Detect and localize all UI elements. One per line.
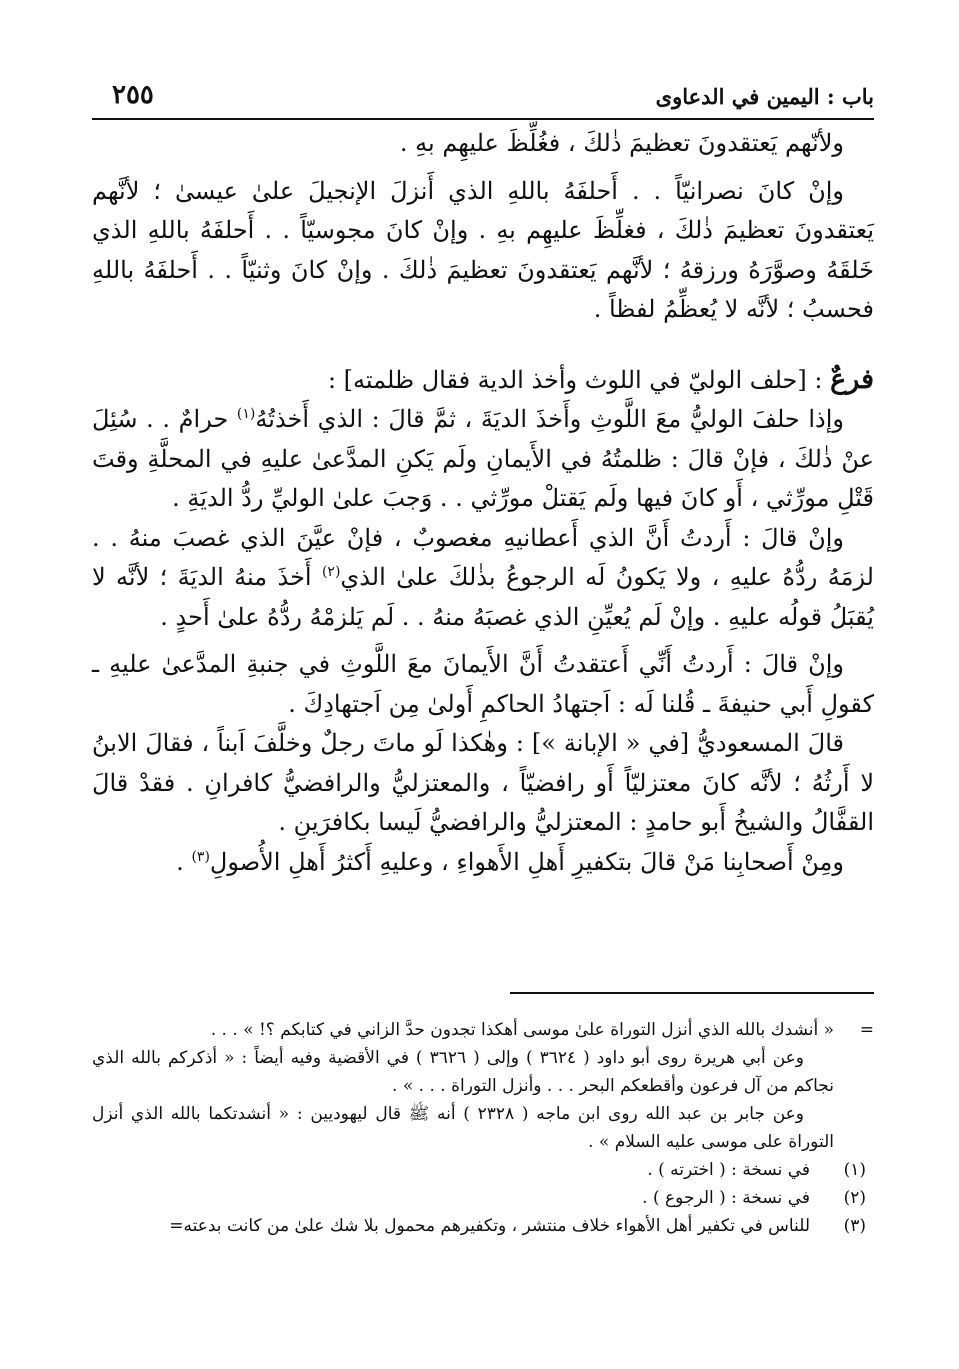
paragraph [92, 172, 874, 330]
footnote-text: للناس في تكفير أهل الأهواء خلاف منتشر ، وتكفيرهم محمول بلا شك علىٰ من كانت بدعته= [169, 1216, 810, 1236]
footnote-item [92, 1212, 874, 1240]
footnote-ref[interactable]: (٢) [321, 564, 341, 580]
paragraph-text: وإذا حلفَ الوليُّ معَ اللَّوثِ وأَخذَ الديَةَ ، ثمَّ قالَ : الذي أَخذتُهُ [255, 405, 844, 433]
footnote-text: وعن جابر بن عبد الله روى ابن ماجه ( ٢٣٢٨ ) أنه ﷺ قال ليهوديين : « أنشدتكما بالله الذي أنزل التوراة على موسى عليه السلام » . [92, 1104, 834, 1152]
page-number: ٢٥٥ [112, 80, 154, 110]
footnote-item [92, 1184, 874, 1212]
paragraph [92, 843, 874, 883]
paragraph-text: وإنْ كانَ نصرانيّاً . . أَحلفَهُ باللهِ الذي أَنزلَ الإنجيلَ علىٰ عيسىٰ ؛ لأنَّهم يَعتقدونَ تعظيمَ ذٰلكَ ، فغلِّظَ عليهِم بهِ . وإنْ كانَ مجوسيّاً . . أَحلفَهُ باللهِ الذي خَلقَهُ وصوَّرَهُ ورزقهُ ؛ لأنَّهم يَعتقدونَ تعظيمَ ذٰلكَ . وإنْ كانَ وثنيّاً . . أَحلفَهُ باللهِ فحسبُ ؛ لأنَّه لا يُعظِّمُ لفظاً . [92, 176, 874, 323]
footnote-paragraph [92, 1100, 874, 1156]
footnotes [92, 1016, 874, 1240]
footnote-ref[interactable]: (٣) [191, 848, 210, 865]
header-divider [92, 118, 874, 120]
paragraph-text: . [176, 847, 192, 876]
footnote-number: (٣) [843, 1216, 866, 1236]
paragraph-text: وإنْ قالَ : أَردتُ أَنِّي أَعتقدتُ أَنَّ الأَيمانَ معَ اللَّوثِ في جنبةِ المدَّعىٰ عليهِ ـ كقولِ أَبي حنيفةَ ـ قُلنا لَه : اَجتهادُ الحاكمِ أَولىٰ مِن اَجتهادِكَ . [92, 650, 874, 718]
section-heading [92, 360, 874, 401]
paragraph-text: ومِنْ أَصحابِنا مَنْ قالَ بتكفيرِ أَهلِ الأَهواءِ ، وعليهِ أَكثرُ أَهلِ الأُصولِ [209, 847, 844, 876]
footnote-text: في نسخة : ( الرجوع ) . [642, 1188, 810, 1208]
footnote-number: (١) [843, 1160, 866, 1180]
footnote-divider [510, 992, 874, 994]
paragraph [92, 724, 874, 843]
paragraph-text: ولأنّهم يَعتقدونَ تعظيمَ ذٰلكَ ، فغُلِّظَ عليهِم بهِ . [399, 129, 844, 157]
footnote-continuation [92, 1016, 874, 1044]
paragraph [92, 519, 874, 638]
continuation-mark: = [859, 1020, 874, 1040]
paragraph-text: حرامٌ . . سُئِلَ عنْ ذٰلكَ ، فإنْ قالَ : ظلمتُهُ في الأَيمانِ ولَم يَكنِ المدَّعىٰ عليهِ في المحلَّةِ وقتَ قَتْلِ مورِّثي ، أَو كانَ فيها ولَم يَقتلْ مورِّثي . . وَجبَ علىٰ الوليِّ ردُّ الديَةِ . [92, 405, 874, 512]
paragraph [92, 124, 874, 164]
footnote-text: في نسخة : ( اخترته ) . [647, 1160, 810, 1180]
section-label: فرعٌ [830, 363, 874, 395]
footnote-paragraph [92, 1044, 874, 1100]
paragraph [92, 645, 874, 724]
main-text [92, 124, 874, 882]
page-header [92, 78, 874, 116]
footnote-text: « أنشدك بالله الذي أنزل التوراة علىٰ موسى أهكذا تجدون حدَّ الزاني في كتابكم ؟! » . . . [210, 1020, 834, 1040]
footnote-text: وعن أبي هريرة روى أبو داود ( ٣٦٢٤ ) وإلى ( ٣٦٢٦ ) في الأقضية وفيه أيضاً : « أذكركم بالله الذي نجاكم من آل فرعون وأقطعكم البحر . . . وأنزل التوراة . . . » . [92, 1048, 834, 1096]
paragraph [92, 400, 874, 519]
paragraph-text: قالَ المسعوديُّ [في « الإبانة »] : وهٰكذا لَو ماتَ رجلٌ وخلَّفَ اَبناً ، فقالَ الابنُ لا أَرثُهُ ؛ لأنَّه كانَ معتزليّاً أَو رافضيّاً ، والمعتزليُّ والرافضيُّ كافرانِ . فقدْ قالَ القفَّالُ والشيخُ أَبو حامدٍ : المعتزليُّ والرافضيُّ لَيسا بكافرَينِ . [92, 729, 874, 836]
section-title: : [حلف الوليّ في اللوث وأخذ الدية فقال ظلمته] : [327, 365, 831, 394]
footnote-ref[interactable]: (١) [236, 406, 256, 422]
chapter-title: باب : اليمين في الدعاوى [655, 84, 874, 109]
paragraph-text: أَخذَ منهُ الديَةَ ؛ لأنَّه لا يُقبَلُ قولُه عليهِ . وإنْ لَم يُعيِّنِ الذي غصبَهُ منهُ . . لَم يَلزمْهُ ردُّهُ علىٰ أَحدٍ . [92, 563, 874, 631]
footnote-number: (٢) [843, 1188, 866, 1208]
footnote-item [92, 1156, 874, 1184]
paragraph-text: وإنْ قالَ : أَردتُ أَنَّ الذي أَعطانيهِ مغصوبٌ ، فإنْ عيَّنَ الذي غصبَ منهُ . . لزمَهُ ردُّهُ عليهِ ، ولا يَكونُ لَه الرجوعُ بذٰلكَ علىٰ الذي [92, 523, 874, 591]
